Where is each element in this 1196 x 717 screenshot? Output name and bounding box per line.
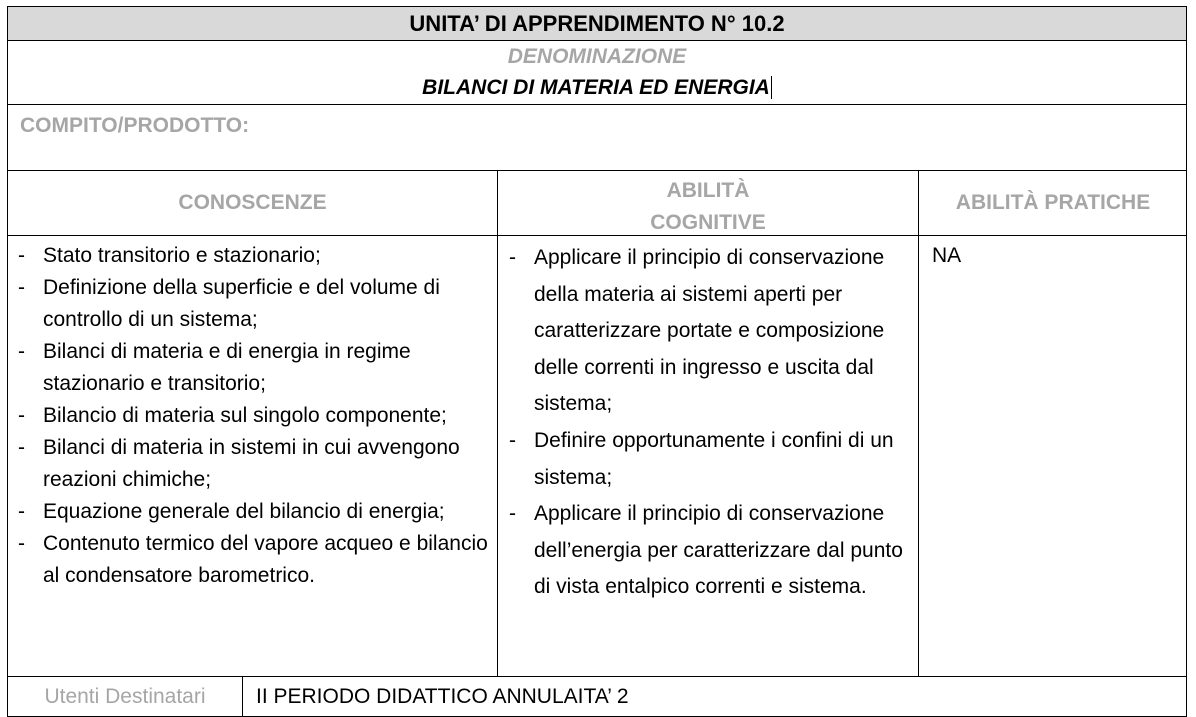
list-item xyxy=(18,272,488,336)
list-dash: - xyxy=(18,340,25,363)
denominazione-label: DENOMINAZIONE xyxy=(507,45,687,68)
conoscenze-header-cell xyxy=(8,171,497,235)
compito-label: COMPITO/PRODOTTO: xyxy=(20,114,250,137)
list-dash: - xyxy=(18,500,25,523)
utenti-destinatari-label: Utenti Destinatari xyxy=(8,677,243,716)
abilita-pratiche-header: ABILITÀ PRATICHE xyxy=(955,191,1151,214)
compito-row xyxy=(7,104,1187,171)
list-dash: - xyxy=(509,246,516,269)
content-row xyxy=(7,235,1187,677)
list-item-text: Stato transitorio e stazionario; xyxy=(43,244,321,267)
abilita-cognitive-cell xyxy=(497,236,918,676)
abilita-cognitive-header xyxy=(498,175,918,239)
denominazione-value-wrap xyxy=(8,76,1186,100)
list-dash: - xyxy=(509,502,516,526)
denominazione-value[interactable]: BILANCI DI MATERIA ED ENERGIA xyxy=(422,76,770,99)
abilita-pratiche-header-cell xyxy=(918,171,1187,235)
list-item-text: Bilanci di materia e di energia in regime stazionario e transitorio; xyxy=(43,340,411,395)
list-item xyxy=(509,240,909,423)
abilita-pratiche-cell xyxy=(918,236,1187,676)
list-dash: - xyxy=(509,428,516,452)
unit-title-row xyxy=(7,6,1187,41)
list-dash: - xyxy=(18,436,25,459)
list-item-text: Definizione della superficie e del volume di controllo di un sistema; xyxy=(43,276,440,331)
list-item-text: Contenuto termico del vapore acqueo e bilancio al condensatore barometrico. xyxy=(43,532,488,587)
conoscenze-list xyxy=(18,240,488,592)
abilita-pratiche-value: NA xyxy=(932,244,962,267)
list-dash: - xyxy=(18,276,25,299)
list-dash: - xyxy=(18,404,25,427)
abilita-cognitive-header-line2: COGNITIVE xyxy=(650,211,766,234)
list-item xyxy=(509,496,909,606)
conoscenze-cell xyxy=(8,236,497,676)
list-item xyxy=(18,496,488,528)
footer-row xyxy=(7,676,1187,717)
list-item-text: Bilancio di materia sul singolo componente; xyxy=(43,404,447,427)
list-item xyxy=(18,240,488,272)
list-item xyxy=(18,400,488,432)
list-item xyxy=(18,336,488,400)
list-item-text: Definire opportunamente i confini di un sistema; xyxy=(534,428,894,489)
abilita-cognitive-header-cell xyxy=(497,171,918,235)
utenti-destinatari-value: II PERIODO DIDATTICO ANNULAITA’ 2 xyxy=(256,685,629,708)
denominazione-row xyxy=(7,40,1187,105)
unit-title: UNITA’ DI APPRENDIMENTO N° 10.2 xyxy=(409,11,785,36)
column-header-row xyxy=(7,170,1187,236)
conoscenze-header: CONOSCENZE xyxy=(178,191,327,214)
list-item-text: Applicare il principio di conservazione della materia ai sistemi aperti per caratterizzare portate e composizione delle correnti in ingresso e uscita dal sistema; xyxy=(534,246,885,416)
list-item-text: Equazione generale del bilancio di energia; xyxy=(43,500,445,523)
abilita-cognitive-header-line1: ABILITÀ xyxy=(666,179,750,202)
list-item-text: Applicare il principio di conservazione dell’energia per caratterizzare dal punto di vista entalpico correnti e sistema. xyxy=(534,502,903,599)
list-item xyxy=(18,528,488,592)
list-dash: - xyxy=(18,532,25,555)
abilita-cognitive-list xyxy=(509,240,909,606)
list-dash: - xyxy=(18,244,25,267)
list-item xyxy=(509,423,909,496)
list-item-text: Bilanci di materia in sistemi in cui avvengono reazioni chimiche; xyxy=(43,436,460,491)
list-item xyxy=(18,432,488,496)
